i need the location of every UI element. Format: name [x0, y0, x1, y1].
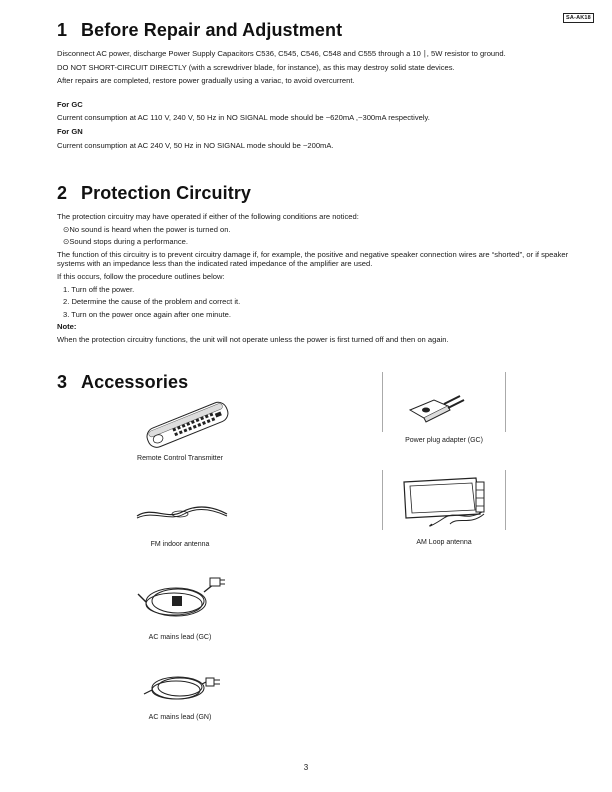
gc-text: Current consumption at AC 110 V, 240 V, 50 Hz in NO SIGNAL mode should be ~620mA ,~300mA respectively.: [57, 113, 430, 123]
procedure-step: 1. Turn off the power.: [63, 284, 135, 294]
ac-lead-gn-label: AC mains lead (GN): [148, 714, 212, 721]
condition-item: ⊙No sound is heard when the power is turned on.: [63, 224, 231, 234]
condition-item: ⊙Sound stops during a performance.: [63, 237, 188, 247]
gn-label: For GN: [57, 126, 83, 136]
section-before-repair: [57, 20, 506, 150]
section-3-heading: [57, 372, 188, 393]
section-1-number: 1: [57, 20, 68, 40]
procedure-step: 3. Turn on the power once again after one minute.: [63, 309, 232, 319]
figure-divider: [382, 372, 383, 432]
section-2-number: 2: [57, 183, 68, 203]
section-1-para-1: Disconnect AC power, discharge Power Supply Capacitors C536, C545, C546, C548 and C555 through a 10 ∣, 5W resistor to ground.: [57, 49, 506, 58]
fm-antenna-illustration: [132, 498, 232, 528]
power-plug-adapter-illustration: [404, 388, 474, 428]
ac-lead-gc-illustration: [136, 574, 226, 624]
gn-text: Current consumption at AC 240 V, 50 Hz in NO SIGNAL mode should be ~200mA.: [57, 140, 334, 150]
am-loop-antenna-illustration: [396, 472, 496, 532]
section-2-heading: [57, 183, 572, 204]
note-label: Note:: [57, 322, 77, 332]
model-tag: SA-AK18: [563, 13, 594, 23]
section-2-procedure-intro: If this occurs, follow the procedure outlines below:: [57, 271, 225, 281]
remote-control-label: Remote Control Transmitter: [137, 455, 223, 462]
power-plug-adapter-label: Power plug adapter (GC): [405, 437, 483, 444]
gc-label: For GC: [57, 99, 83, 109]
section-1-title: Before Repair and Adjustment: [81, 20, 343, 40]
am-loop-antenna-label: AM Loop antenna: [416, 539, 472, 546]
page-number: 3: [303, 763, 309, 772]
procedure-step: 2. Determine the cause of the problem and correct it.: [63, 297, 241, 307]
section-2-function-text: The function of this circuitry is to prevent circuitry damage if, for example, the positive and negative speaker connection wires are “shorted”, or if speaker systems with an impedance less than the indicated rated impedance of the amplifier are used.: [57, 249, 569, 269]
section-2-title: Protection Circuitry: [81, 183, 252, 203]
figure-divider: [505, 470, 506, 530]
fm-antenna-label: FM indoor antenna: [150, 541, 210, 548]
section-protection-circuitry: [57, 183, 572, 345]
section-accessories: [57, 372, 188, 393]
section-1-heading: [57, 20, 506, 41]
remote-control-illustration: [140, 400, 235, 450]
section-1-para-2: DO NOT SHORT-CIRCUIT DIRECTLY (with a screwdriver blade, for instance), as this may destroy solid state devices.: [57, 62, 455, 72]
section-1-para-3: After repairs are completed, restore power gradually using a variac, to avoid overcurrent.: [57, 76, 355, 86]
ac-lead-gn-illustration: [140, 666, 225, 706]
section-2-intro: The protection circuitry may have operated if either of the following conditions are noticed:: [57, 212, 359, 221]
ac-lead-gc-label: AC mains lead (GC): [148, 634, 212, 641]
figure-divider: [382, 470, 383, 530]
note-text: When the protection circuitry functions, the unit will not operate unless the power is first turned off and then on again.: [57, 334, 449, 344]
section-3-number: 3: [57, 372, 68, 392]
section-3-title: Accessories: [81, 372, 189, 392]
figure-divider: [505, 372, 506, 432]
